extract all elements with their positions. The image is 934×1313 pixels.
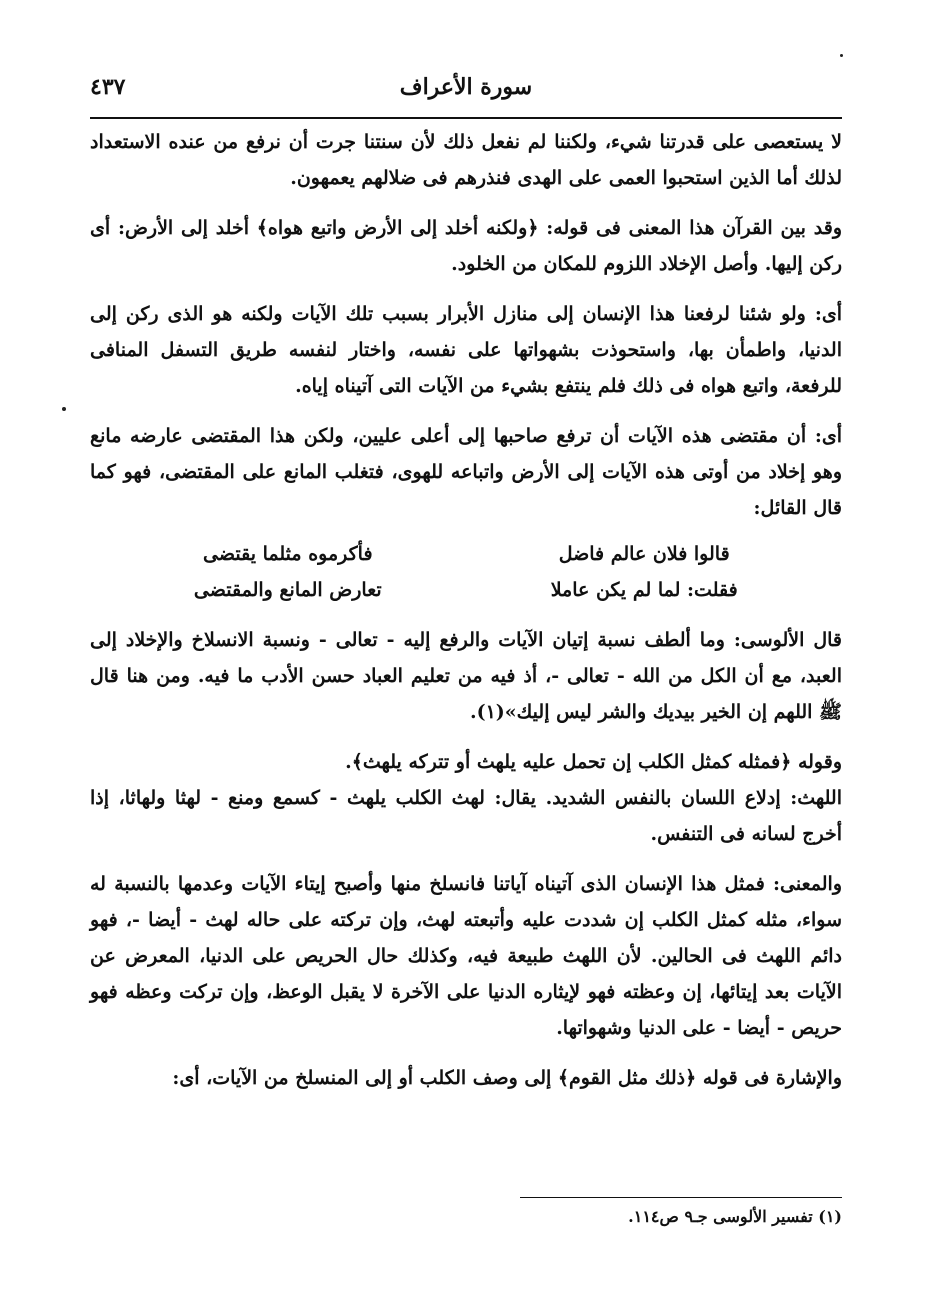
verse-hemistich-first: قالوا فلان عالم فاضل [558, 543, 730, 565]
footnote-rule [520, 1197, 842, 1198]
paragraph: وقوله ﴿فمثله كمثل الكلب إن تحمل عليه يلهث أو تتركه يلهث﴾. [345, 751, 842, 773]
paragraph: اللهث: إدلاع اللسان بالنفس الشديد. يقال: لهث الكلب يلهث - كسمع ومنع - لهثا ولهاثا، إذا أخرج لسانه فى التنفس. [90, 787, 842, 845]
verse-hemistich-second: فأكرموه مثلما يقتضى [203, 543, 373, 565]
verse-line [136, 572, 796, 608]
paragraph: أى: ولو شئنا لرفعنا هذا الإنسان إلى منازل الأبرار بسبب تلك الآيات ولكنه هو الذى ركن إلى الدنيا، واطمأن بها، واستحوذت بشهواتها على نفسه، واختار لنفسه طريق التسفل المنافى للرفعة، واتبع هواه فى ذلك فلم ينتفع بشيء من الآيات التى آتيناه إياه. [90, 303, 842, 397]
poetry-verse [136, 536, 796, 608]
scan-speck [840, 54, 843, 57]
header-rule [90, 117, 842, 119]
paragraph: قال الألوسى: وما ألطف نسبة إتيان الآيات والرفع إليه - تعالى - ونسبة الانسلاخ والإخلاد إلى العبد، مع أن الكل من الله - تعالى -، أذ فيه من تعليم العباد حسن الأدب ما فيه. ومن هنا قال ﷺ اللهم إن الخير بيديك والشر ليس إليك»(١). [90, 629, 842, 723]
paragraph: أى: أن مقتضى هذه الآيات أن ترفع صاحبها إلى أعلى عليين، ولكن هذا المقتضى عارضه مانع وهو إخلاد من أوتى هذه الآيات إلى الأرض واتباعه للهوى، فتغلب المانع على المقتضى، فهو كما قال القائل: [90, 425, 842, 519]
page-header [90, 70, 842, 110]
body-text [90, 124, 842, 1110]
scan-speck [62, 407, 66, 411]
page-number: ٤٣٧ [90, 74, 126, 100]
verse-hemistich-first: فقلت: لما لم يكن عاملا [550, 579, 738, 601]
footnote: (١) تفسير الألوسى جـ٩ ص١١٤. [628, 1207, 842, 1226]
paragraph: وقد بين القرآن هذا المعنى فى قوله: ﴿ولكنه أخلد إلى الأرض واتبع هواه﴾ أخلد إلى الأرض: أى ركن إليها. وأصل الإخلاد اللزوم للمكان من الخلود. [90, 217, 842, 275]
verse-line [136, 536, 796, 572]
paragraph: والمعنى: فمثل هذا الإنسان الذى آتيناه آياتنا فانسلخ منها وأصبح إيتاء الآيات وعدمها بالنسبة له سواء، مثله كمثل الكلب إن شددت عليه وأتبعته لهث، وإن تركته على حاله لهث - أيضا -، فهو دائم اللهث فى الحالين. لأن اللهث طبيعة فيه، وكذلك حال الحريص على الدنيا، المعرض عن الآيات بعد إيتائها، إن وعظته فهو لإيثاره الدنيا على الآخرة لا يقبل الوعظ، وإن تركت وعظه فهو حريص - أيضا - على الدنيا وشهواتها. [90, 873, 842, 1039]
paragraph: لا يستعصى على قدرتنا شيء، ولكننا لم نفعل ذلك لأن سنتنا جرت أن نرفع من عنده الاستعداد لذلك أما الذين استحبوا العمى على الهدى فنذرهم فى ضلالهم يعمهون. [90, 131, 842, 189]
paragraph: والإشارة فى قوله ﴿ذلك مثل القوم﴾ إلى وصف الكلب أو إلى المنسلخ من الآيات، أى: [172, 1067, 842, 1089]
running-title: سورة الأعراف [399, 74, 533, 100]
verse-hemistich-second: تعارض المانع والمقتضى [193, 579, 382, 601]
